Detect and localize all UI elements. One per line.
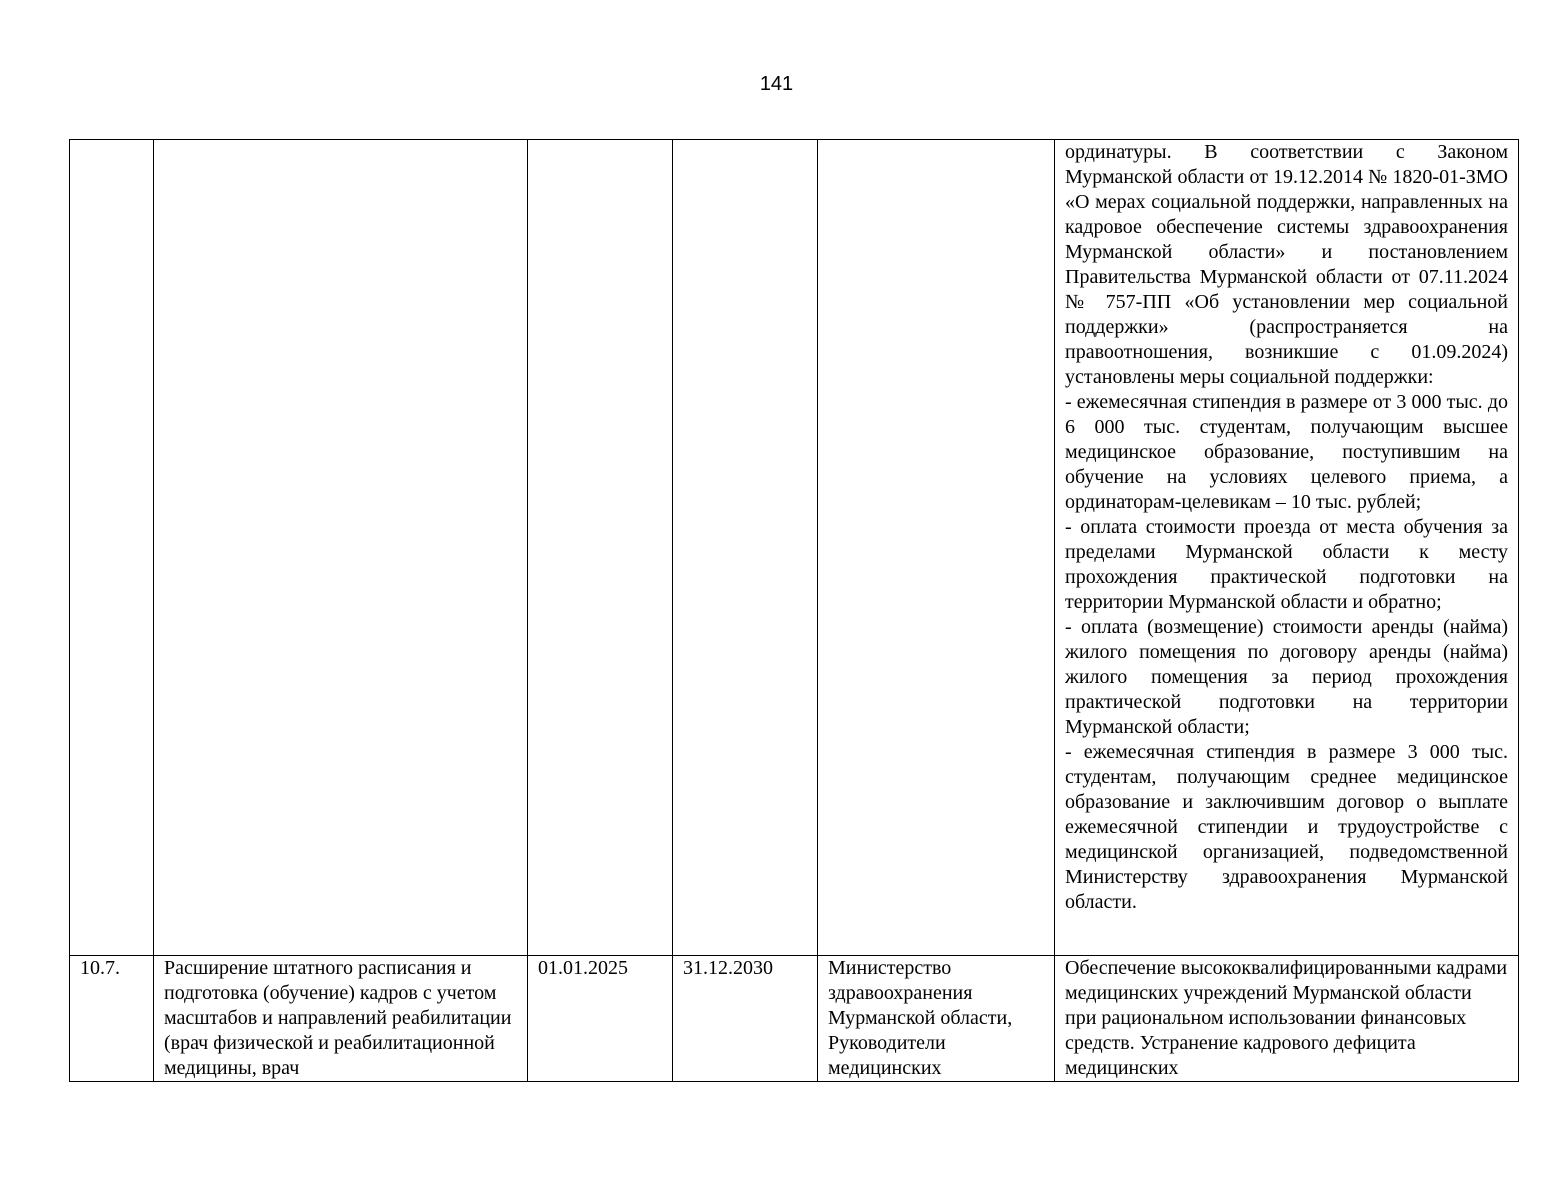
end-date: 31.12.2030 (683, 957, 773, 979)
row-number: 10.7. (80, 957, 120, 979)
cell-name (154, 956, 528, 1082)
result-paragraph: - оплата (возмещение) стоимости аренды (найма) жилого помещения по договору аренды (найма) жилого помещения за период прохождения практической подготовки на территории Мурманской области; (1065, 616, 1508, 738)
responsible: Министерство здравоохранения Мурманской области, Руководители медицинских (828, 957, 1013, 1079)
activities-table (69, 139, 1519, 1082)
activity-name: Расширение штатного расписания и подготовка (обучение) кадров с учетом масштабов и направлений реабилитации (врач физической и реабилитационной медицины, врач (164, 957, 512, 1079)
cell-number (70, 956, 154, 1082)
cell-end-date (673, 140, 818, 956)
expected-result: Обеспечение высококвалифицированными кадрами медицинских учреждений Мурманской области при рациональном использовании финансовых средств. Устранение кадрового дефицита медицинских (1065, 957, 1508, 1079)
table-row-continued (70, 140, 1519, 956)
cell-responsible (818, 140, 1055, 956)
table-row (70, 956, 1519, 1082)
cell-start-date (528, 140, 673, 956)
result-paragraph: - оплата стоимости проезда от места обучения за пределами Мурманской области к месту прохождения практической подготовки на территории Мурманской области и обратно; (1065, 516, 1508, 613)
cell-end-date (673, 956, 818, 1082)
result-paragraph: - ежемесячная стипендия в размере от 3 000 тыс. до 6 000 тыс. студентам, получающим высшее медицинское образование, поступившим на обучение на условиях целевого приема, а ординаторам-целевикам – 10 тыс. рублей; (1065, 391, 1508, 513)
cell-result (1055, 140, 1519, 956)
start-date: 01.01.2025 (538, 957, 628, 979)
cell-number (70, 140, 154, 956)
result-paragraph: - ежемесячная стипендия в размере 3 000 тыс. студентам, получающим среднее медицинское образование и заключившим договор о выплате ежемесячной стипендии и трудоустройстве с медицинской организацией, подведомственной Министерству здравоохранения Мурманской области. (1065, 741, 1508, 913)
cell-name (154, 140, 528, 956)
cell-responsible (818, 956, 1055, 1082)
cell-result (1055, 956, 1519, 1082)
page-number: 141 (759, 73, 794, 95)
cell-start-date (528, 956, 673, 1082)
result-paragraph: ординатуры. В соответствии с Законом Мурманской области от 19.12.2014 № 1820-01-ЗМО «О мерах социальной поддержки, направленных на кадровое обеспечение системы здравоохранения Мурманской области» и постановлением Правительства Мурманской области от 07.11.2024 № 757-ПП «Об установлении мер социальной поддержки» (распространяется на правоотношения, возникшие с 01.09.2024) установлены меры социальной поддержки: (1065, 141, 1508, 388)
